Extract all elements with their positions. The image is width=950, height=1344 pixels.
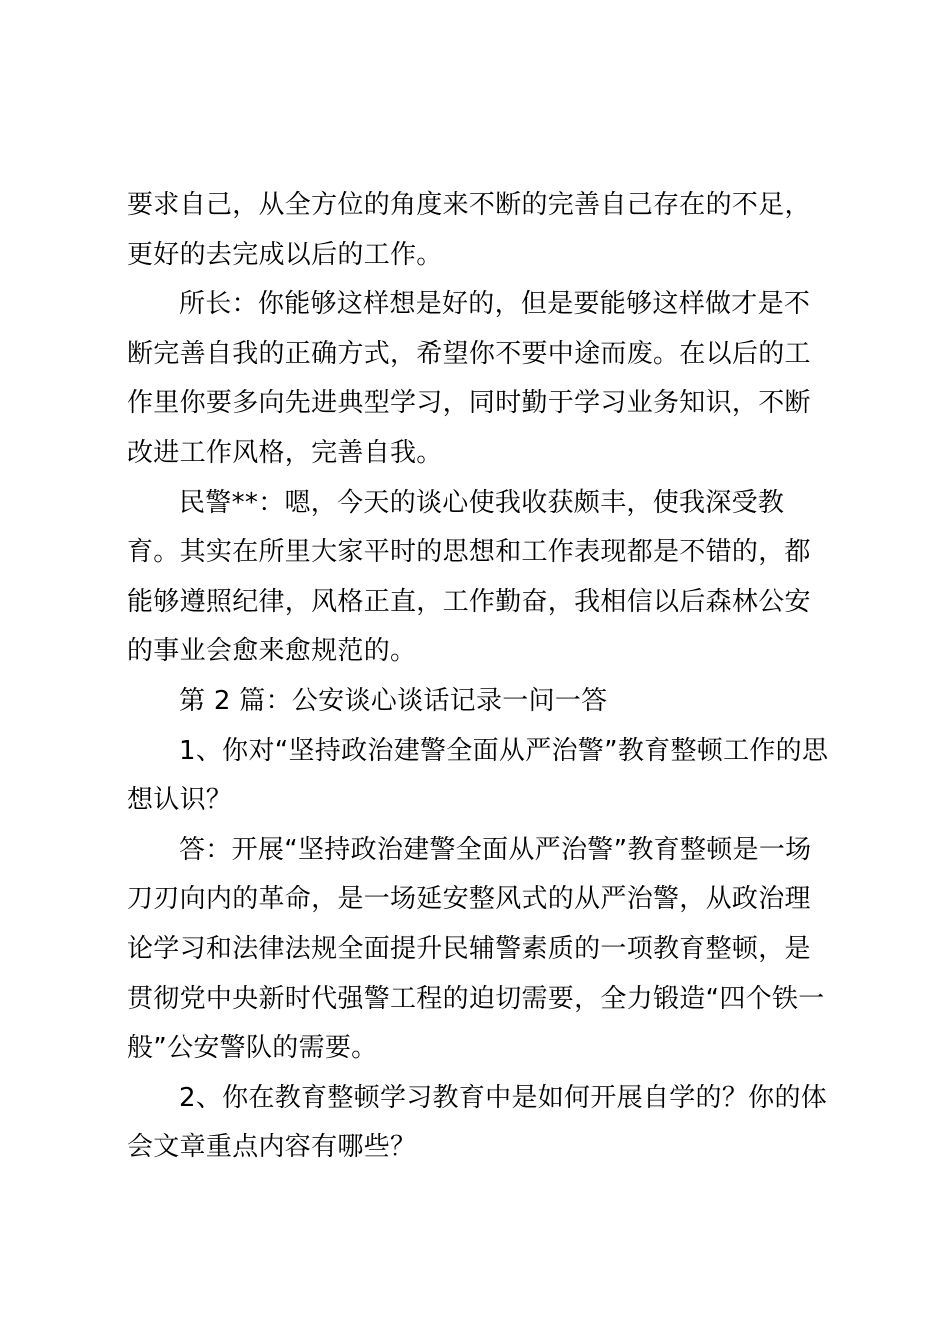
document-page: [127, 181, 833, 1173]
paragraph-continuation: 要求自己，从全方位的角度来不断的完善自己存在的不足，更好的去完成以后的工作。: [127, 190, 811, 270]
answer-1: 答：开展“坚持政治建警全面从严治警”教育整顿是一场刀刃向内的革命，是一场延安整风式的从严治警，从政治理论学习和法律法规全面提升民辅警素质的一项教育整顿，是贯彻党中央新时代强警工程的迫切需要，全力锻造“四个铁一般”公安警队的需要。: [127, 834, 825, 1064]
question-1: 1、你对“坚持政治建警全面从严治警”教育整顿工作的思想认识？: [127, 735, 829, 816]
paragraph-officer-reply: 民警**：嗯，今天的谈心使我收获颇丰，使我深受教育。其实在所里大家平时的思想和工作表现都是不错的，都能够遵照纪律，风格正直，工作勤奋，我相信以后森林公安的事业会愈来愈规范的。: [127, 487, 811, 667]
paragraph-director-reply: 所长：你能够这样想是好的，但是要能够这样做才是不断完善自我的正确方式，希望你不要中途而废。在以后的工作里你要多向先进典型学习，同时勤于学习业务知识，不断改进工作风格，完善自我。: [127, 289, 811, 468]
section-heading: 第 2 篇：公安谈心谈话记录一问一答: [179, 685, 608, 716]
question-2: 2、你在教育整顿学习教育中是如何开展自学的？你的体会文章重点内容有哪些？: [127, 1082, 828, 1163]
